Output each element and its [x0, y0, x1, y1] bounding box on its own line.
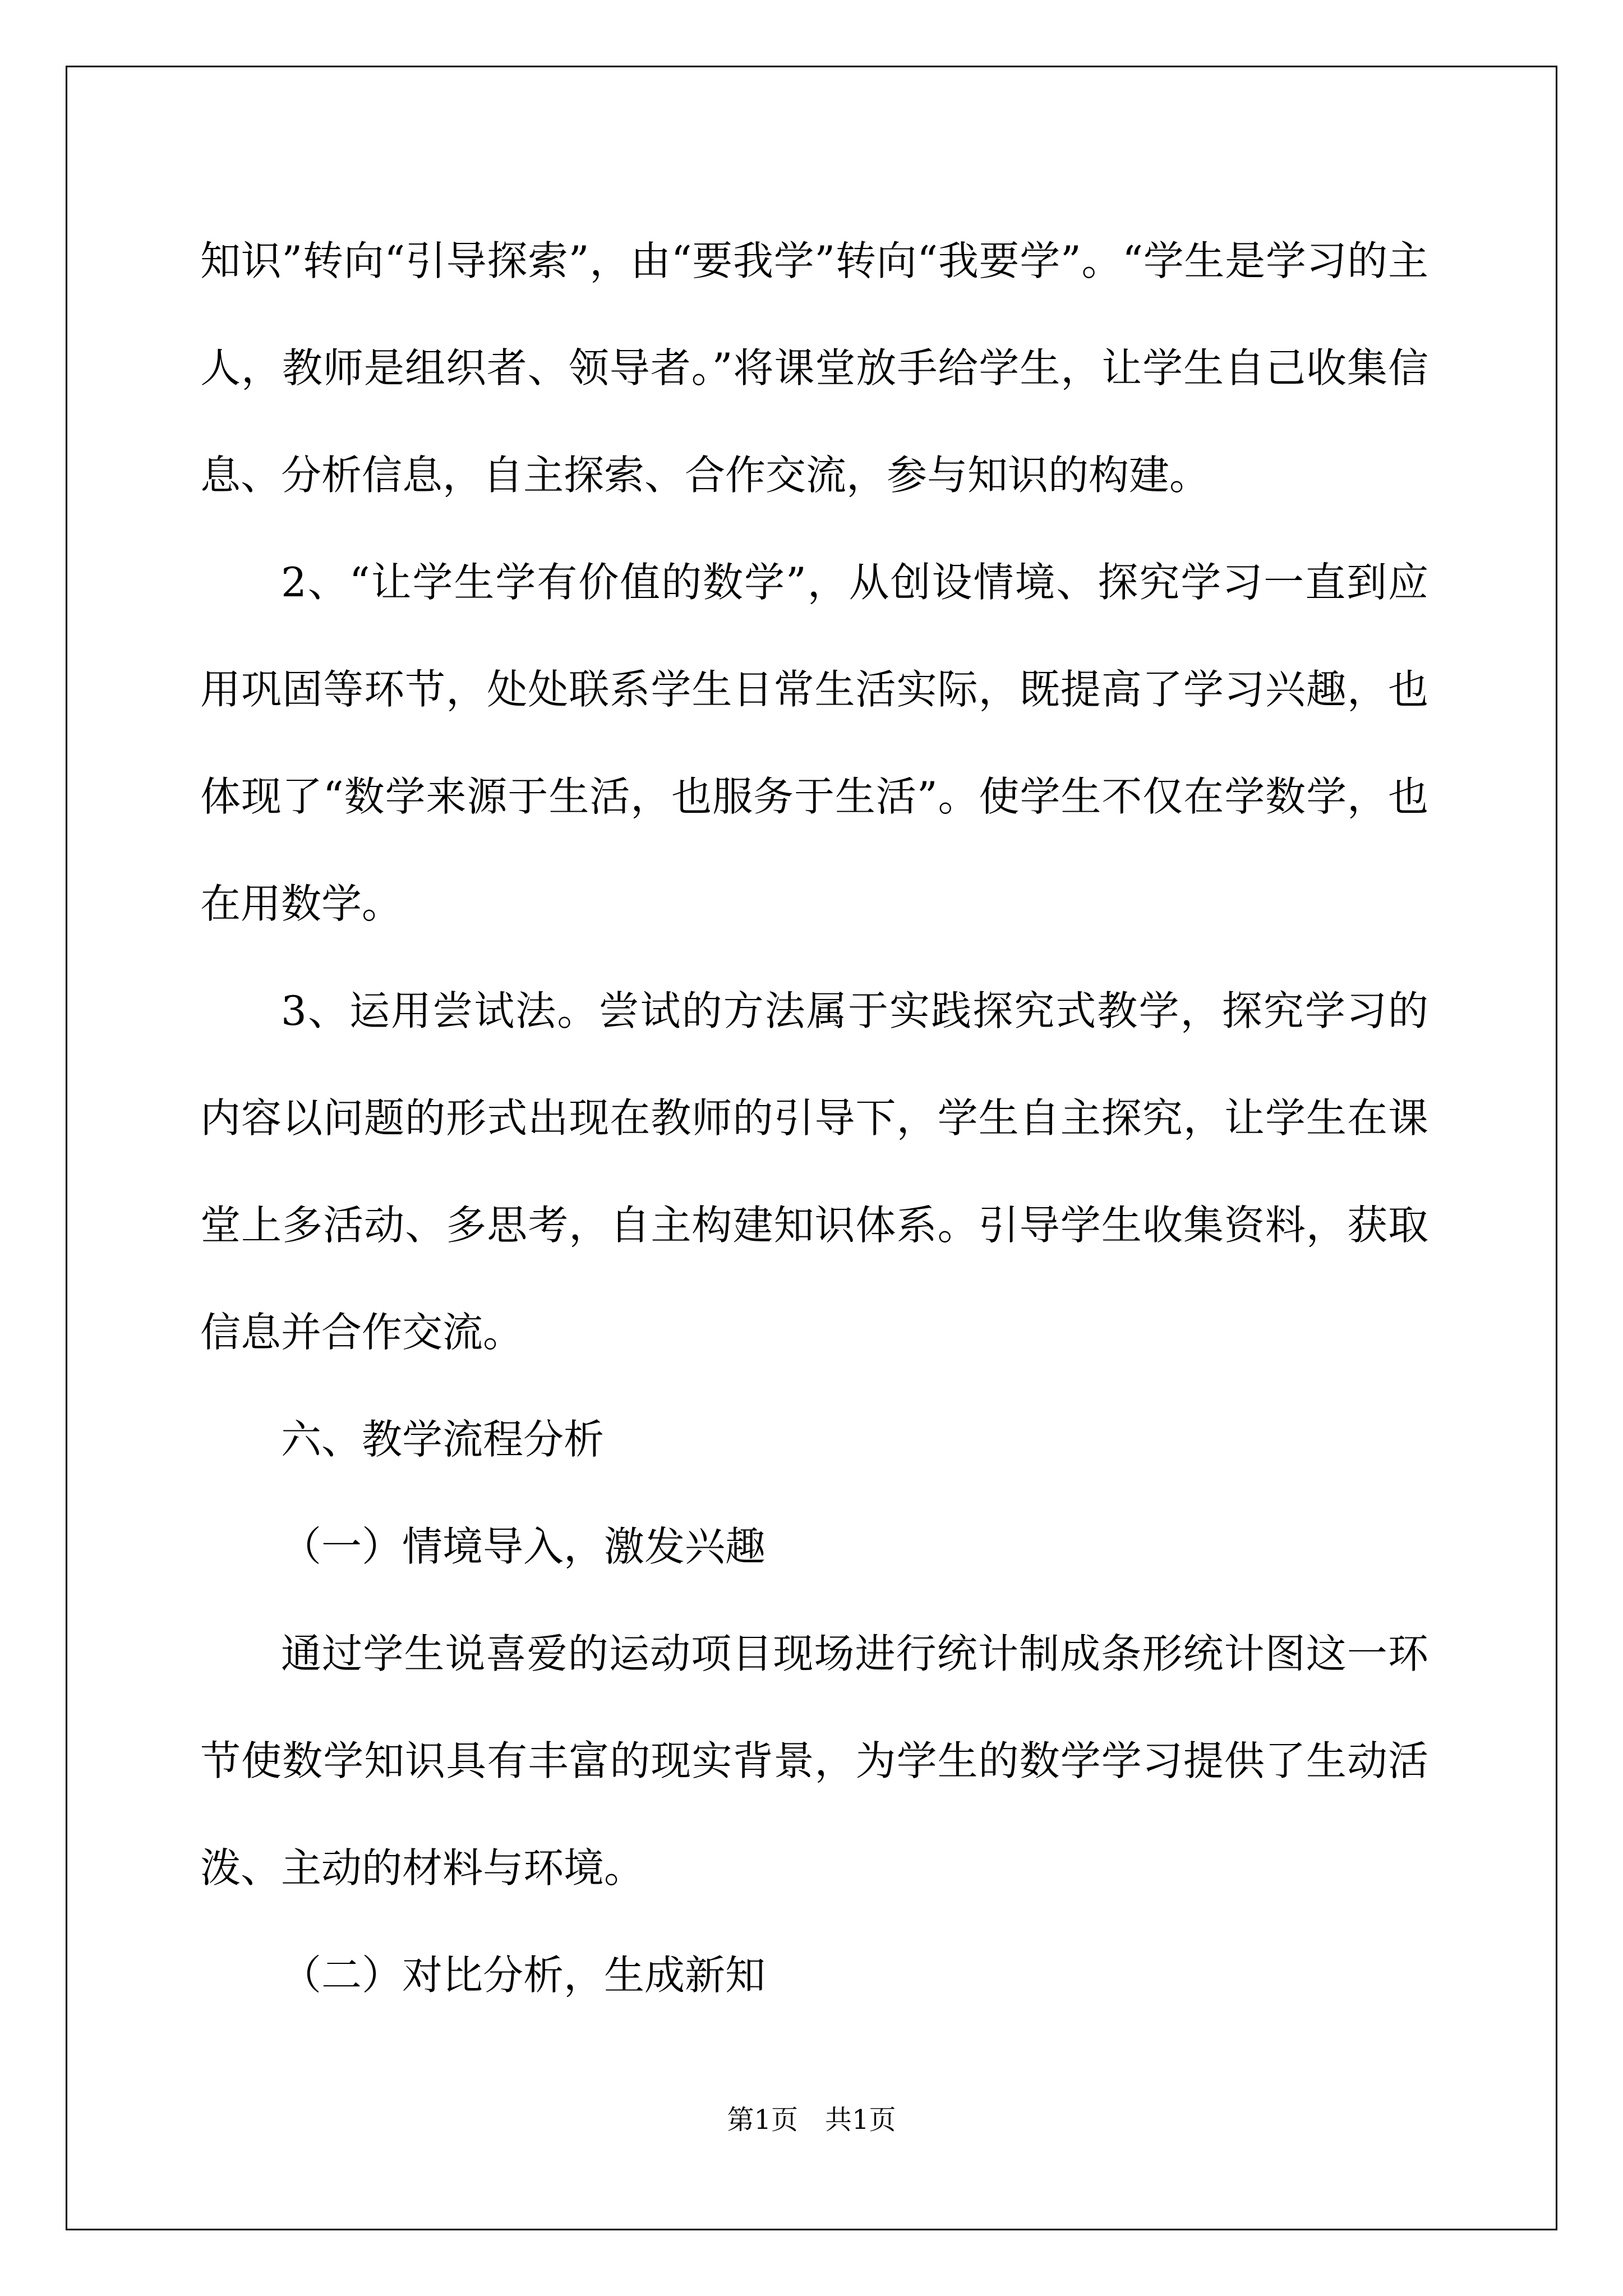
- subheading-one: （一）情境导入，激发兴趣: [281, 1523, 766, 1570]
- paragraph-point-3: 3、运用尝试法。尝试的方法属于实践探究式教学，探究学习的内容以问题的形式出现在教师的引导下，学生自主探究，让学生在课堂上多活动、多思考，自主构建知识体系。引导学生收集资料，获取信息并合作交流。: [200, 987, 1428, 1356]
- paragraph-situation: 通过学生说喜爱的运动项目现场进行统计制成条形统计图这一环节使数学知识具有丰富的现实背景，为学生的数学学习提供了生动活泼、主动的材料与环境。: [200, 1630, 1428, 1892]
- section-heading-six: 六、教学流程分析: [281, 1416, 605, 1463]
- paragraph-intro: 知识”转向“引导探索”，由“要我学”转向“我要学”。“学生是学习的主人，教师是组织者、领导者。”将课堂放手给学生，让学生自己收集信息、分析信息，自主探索、合作交流，参与知识的构建。: [200, 237, 1428, 499]
- paragraph-point-2: 2、“让学生学有价值的数学”，从创设情境、探究学习一直到应用巩固等环节，处处联系学生日常生活实际，既提高了学习兴趣，也体现了“数学来源于生活，也服务于生活”。使学生不仅在学数学，也在用数学。: [200, 559, 1428, 927]
- subheading-two: （二）对比分析，生成新知: [281, 1952, 766, 1999]
- page-footer: 第1页 共1页: [727, 2104, 896, 2136]
- document-body: [200, 208, 1428, 2029]
